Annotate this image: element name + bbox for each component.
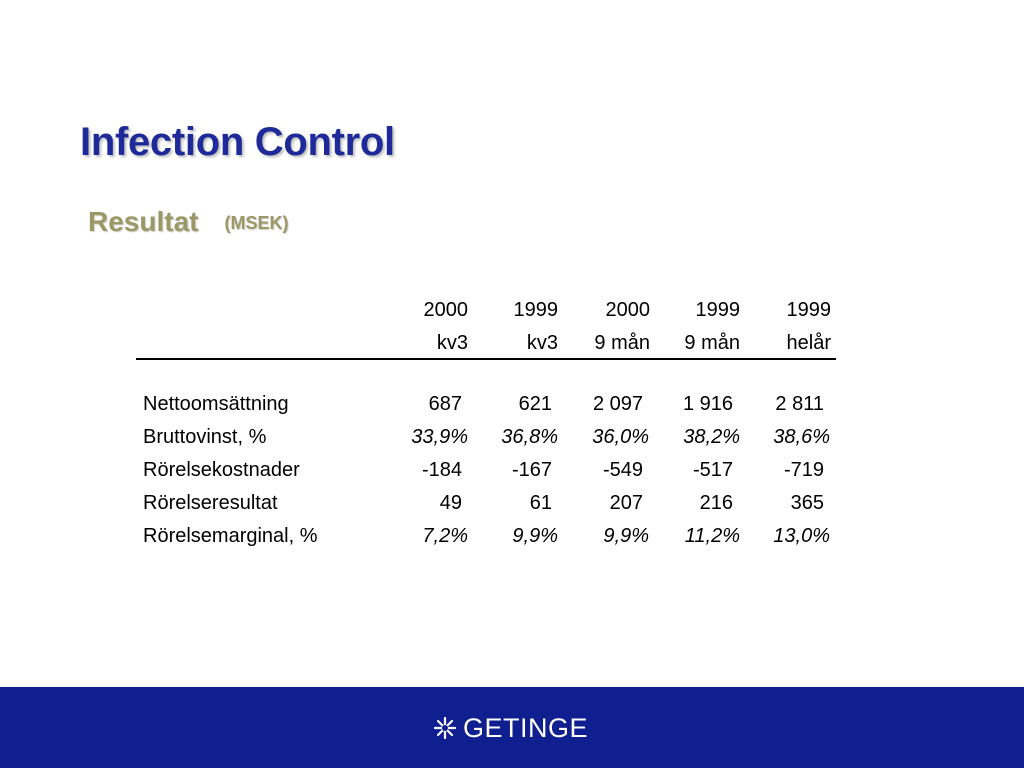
table-cell: 49: [439, 492, 462, 514]
table-cell: 9,9%: [603, 525, 649, 547]
header-period: 9 mån: [684, 332, 740, 354]
logo-text: GETINGE: [463, 712, 589, 743]
section-subtitle: [88, 206, 288, 238]
header-year: 2000: [423, 299, 468, 321]
table-cell: -719: [783, 459, 824, 481]
header-period: kv3: [526, 332, 558, 354]
table-cell: 207: [609, 492, 643, 514]
table-cell: 36,0%: [592, 426, 649, 448]
table-cell: 13,0%: [773, 525, 830, 547]
table-cell: 7,2%: [422, 525, 468, 547]
row-label: Bruttovinst, %: [143, 426, 267, 448]
subtitle-text: Resultat: [88, 206, 199, 237]
table-row: [136, 421, 836, 454]
header-year: 1999: [695, 299, 740, 321]
table-cell: 9,9%: [512, 525, 558, 547]
table-cell: 216: [699, 492, 733, 514]
table-cell: 1 916: [682, 393, 733, 415]
table-cell: 687: [428, 393, 462, 415]
table-cell: -184: [421, 459, 462, 481]
results-table: [136, 294, 836, 553]
header-period: helår: [786, 332, 831, 354]
header-row-periods: [136, 327, 836, 360]
row-label: Rörelsemarginal, %: [143, 525, 318, 547]
table-cell: 11,2%: [684, 525, 740, 547]
row-label: Nettoomsättning: [143, 393, 289, 415]
table-cell: 36,8%: [501, 426, 558, 448]
unit-label: (MSEK): [224, 213, 289, 233]
table-cell: 38,2%: [683, 426, 740, 448]
spacer-row: [136, 360, 836, 388]
header-year: 1999: [513, 299, 558, 321]
header-row-years: [136, 294, 836, 327]
table-cell: 38,6%: [773, 426, 830, 448]
row-label: Rörelseresultat: [143, 492, 278, 514]
table-row: [136, 454, 836, 487]
table-cell: 365: [790, 492, 824, 514]
header-period: kv3: [436, 332, 468, 354]
header-period: 9 mån: [594, 332, 650, 354]
table-cell: -549: [602, 459, 643, 481]
row-label: Rörelsekostnader: [143, 459, 300, 481]
table-cell: 61: [529, 492, 552, 514]
header-year: 2000: [605, 299, 650, 321]
table-cell: 621: [518, 393, 552, 415]
header-year: 1999: [786, 299, 831, 321]
page-title: Infection Control: [80, 120, 395, 164]
table-row: [136, 520, 836, 553]
table-cell: -517: [692, 459, 733, 481]
table-row: [136, 487, 836, 520]
table-cell: 2 097: [592, 393, 643, 415]
table-cell: -167: [511, 459, 552, 481]
table-row: [136, 388, 836, 421]
footer-bar: [0, 687, 1024, 768]
table-cell: 2 811: [775, 393, 824, 415]
getinge-snowflake-icon: [433, 716, 457, 740]
table-cell: 33,9%: [411, 426, 468, 448]
getinge-logo: [433, 712, 588, 744]
